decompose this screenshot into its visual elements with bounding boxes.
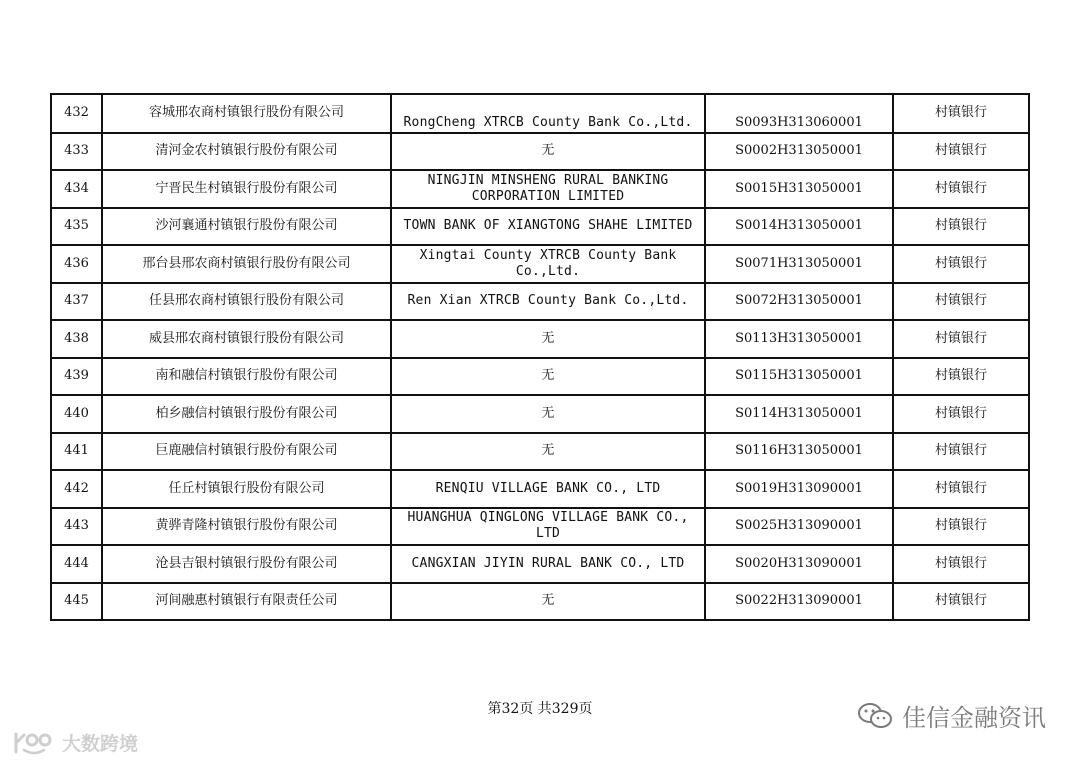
license-code: S0002H313050001 [705, 133, 893, 171]
table-row [51, 133, 1029, 171]
table-row [51, 94, 1029, 133]
watermark-right [856, 698, 1046, 733]
row-number: 433 [51, 133, 102, 171]
row-number: 442 [51, 470, 102, 508]
bank-name-cn: 清河金农村镇银行股份有限公司 [102, 133, 391, 171]
license-code: S0020H313090001 [705, 545, 893, 583]
institution-type: 村镇银行 [893, 545, 1029, 583]
bank-name-en: Ren Xian XTRCB County Bank Co.,Ltd. [391, 283, 705, 321]
institution-type: 村镇银行 [893, 433, 1029, 471]
table-row [51, 433, 1029, 471]
row-number: 434 [51, 170, 102, 208]
bank-name-cn: 柏乡融信村镇银行股份有限公司 [102, 395, 391, 433]
bank-name-en: 无 [391, 395, 705, 433]
bank-name-cn: 邢台县邢农商村镇银行股份有限公司 [102, 245, 391, 283]
bank-name-cn: 任丘村镇银行股份有限公司 [102, 470, 391, 508]
bank-name-en: 无 [391, 583, 705, 621]
license-code: S0022H313090001 [705, 583, 893, 621]
license-code: S0071H313050001 [705, 245, 893, 283]
institution-type: 村镇银行 [893, 395, 1029, 433]
bank-name-en: 无 [391, 358, 705, 396]
license-code: S0115H313050001 [705, 358, 893, 396]
bank-name-en: 无 [391, 320, 705, 358]
bank-name-cn: 黄骅青隆村镇银行股份有限公司 [102, 508, 391, 546]
institution-type: 村镇银行 [893, 170, 1029, 208]
table-row [51, 395, 1029, 433]
table-row [51, 320, 1029, 358]
institution-type: 村镇银行 [893, 283, 1029, 321]
license-code: S0116H313050001 [705, 433, 893, 471]
row-number: 435 [51, 208, 102, 246]
institution-type: 村镇银行 [893, 320, 1029, 358]
row-number: 441 [51, 433, 102, 471]
institution-type: 村镇银行 [893, 358, 1029, 396]
bank-name-en: HUANGHUA QINGLONG VILLAGE BANK CO., LTD [391, 508, 705, 546]
bank-name-cn: 容城邢农商村镇银行股份有限公司 [102, 94, 391, 133]
row-number: 445 [51, 583, 102, 621]
bank-name-cn: 任县邢农商村镇银行股份有限公司 [102, 283, 391, 321]
bank-name-cn: 沧县吉银村镇银行股份有限公司 [102, 545, 391, 583]
bank-name-cn: 巨鹿融信村镇银行股份有限公司 [102, 433, 391, 471]
row-number: 436 [51, 245, 102, 283]
watermark-left [12, 729, 138, 756]
row-number: 443 [51, 508, 102, 546]
table-row [51, 283, 1029, 321]
bank-name-en: CANGXIAN JIYIN RURAL BANK CO., LTD [391, 545, 705, 583]
table-row [51, 583, 1029, 621]
table-row [51, 508, 1029, 546]
bank-name-cn: 南和融信村镇银行股份有限公司 [102, 358, 391, 396]
table-row [51, 358, 1029, 396]
table-row [51, 545, 1029, 583]
license-code: S0114H313050001 [705, 395, 893, 433]
bank-name-en: Xingtai County XTRCB County Bank Co.,Ltd. [391, 245, 705, 283]
bank-name-en: RENQIU VILLAGE BANK CO., LTD [391, 470, 705, 508]
page-number: 第32页 共329页 [487, 701, 593, 717]
institution-type: 村镇银行 [893, 245, 1029, 283]
license-code: S0015H313050001 [705, 170, 893, 208]
license-code: S0113H313050001 [705, 320, 893, 358]
institution-type: 村镇银行 [893, 470, 1029, 508]
institution-type: 村镇银行 [893, 208, 1029, 246]
institution-type: 村镇银行 [893, 94, 1029, 133]
license-code: S0072H313050001 [705, 283, 893, 321]
watermark-right-text: 佳信金融资讯 [902, 704, 1046, 732]
bank-name-cn: 宁晋民生村镇银行股份有限公司 [102, 170, 391, 208]
license-code: S0019H313090001 [705, 470, 893, 508]
license-code: S0014H313050001 [705, 208, 893, 246]
row-number: 432 [51, 94, 102, 133]
bank-name-cn: 沙河襄通村镇银行股份有限公司 [102, 208, 391, 246]
bank-name-en: 无 [391, 133, 705, 171]
bank-name-en: 无 [391, 433, 705, 471]
watermark-left-text: 大数跨境 [62, 733, 139, 755]
bank-name-en: TOWN BANK OF XIANGTONG SHAHE LIMITED [391, 208, 705, 246]
row-number: 438 [51, 320, 102, 358]
institution-type: 村镇银行 [893, 583, 1029, 621]
table-row [51, 245, 1029, 283]
bank-name-cn: 河间融惠村镇银行有限责任公司 [102, 583, 391, 621]
logo-mark-icon [12, 730, 56, 756]
bank-list-body [51, 94, 1029, 620]
row-number: 437 [51, 283, 102, 321]
wechat-icon [856, 701, 894, 731]
institution-type: 村镇银行 [893, 508, 1029, 546]
table-row [51, 470, 1029, 508]
bank-name-en: NINGJIN MINSHENG RURAL BANKING CORPORATION LIMITED [391, 170, 705, 208]
row-number: 439 [51, 358, 102, 396]
table-row [51, 208, 1029, 246]
row-number: 440 [51, 395, 102, 433]
institution-type: 村镇银行 [893, 133, 1029, 171]
bank-name-en: RongCheng XTRCB County Bank Co.,Ltd. [391, 94, 705, 133]
table-row [51, 170, 1029, 208]
bank-list-table [50, 93, 1030, 621]
bank-name-cn: 威县邢农商村镇银行股份有限公司 [102, 320, 391, 358]
row-number: 444 [51, 545, 102, 583]
license-code: S0025H313090001 [705, 508, 893, 546]
license-code: S0093H313060001 [705, 94, 893, 133]
